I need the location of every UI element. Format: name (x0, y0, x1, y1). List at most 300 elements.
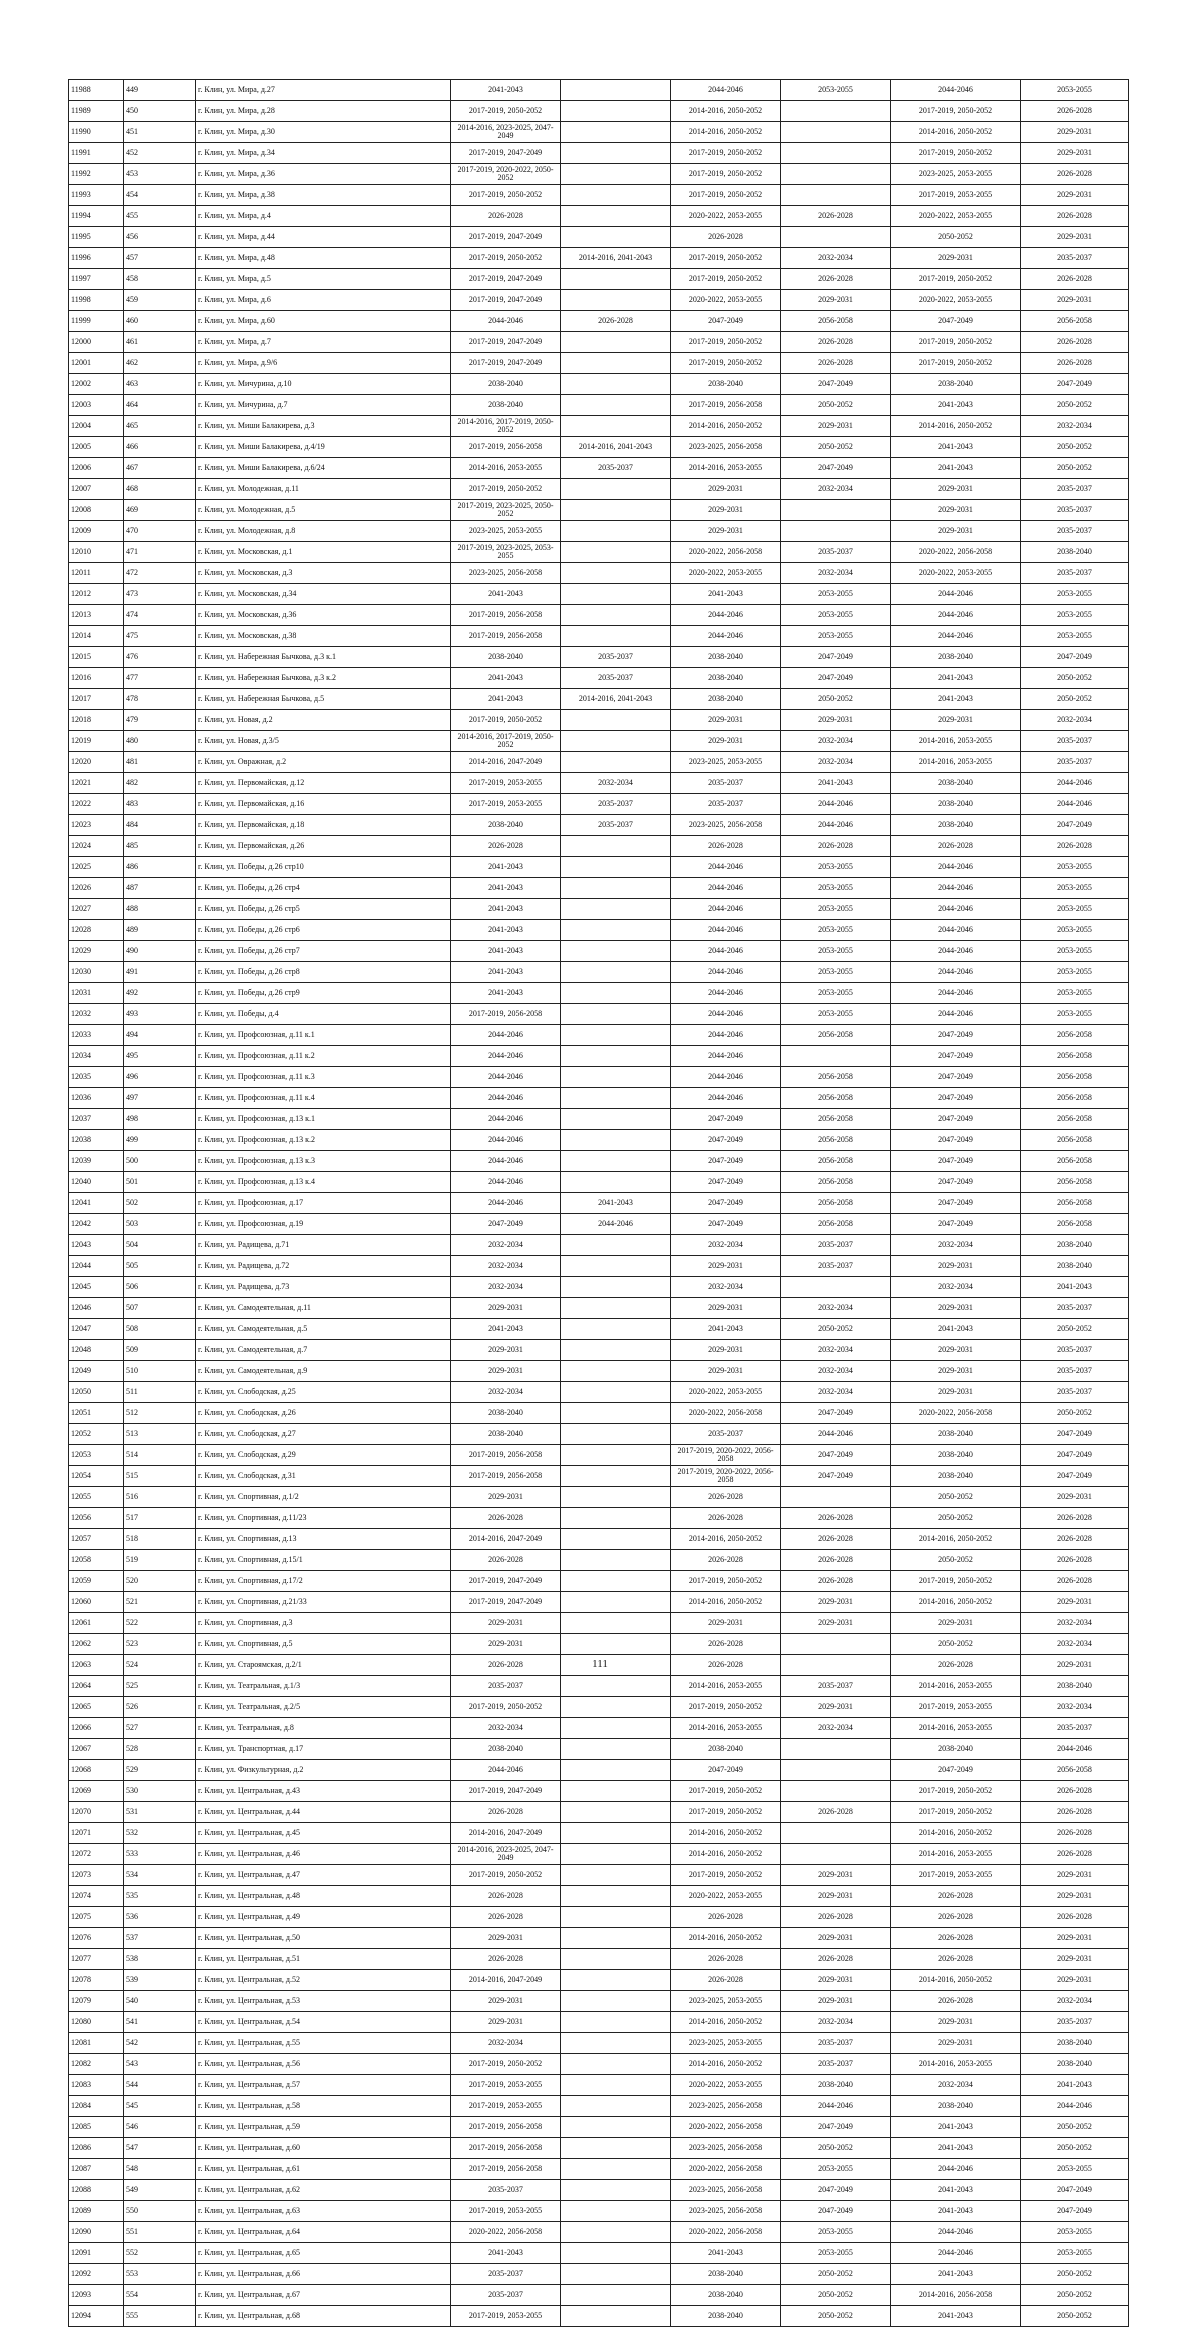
row-number: 12024 (69, 836, 124, 857)
address-cell: г. Клин, ул. Театральная, д.1/3 (196, 1676, 451, 1697)
table-row (69, 332, 1129, 353)
address-cell: г. Клин, ул. Центральная, д.54 (196, 2012, 451, 2033)
row-number: 12063 (69, 1655, 124, 1676)
period-d-cell: 2056-2058 (781, 1151, 891, 1172)
row-number: 12013 (69, 605, 124, 626)
period-e-cell: 2014-2016, 2056-2058 (891, 2285, 1021, 2306)
period-b-cell (561, 1445, 671, 1466)
row-number: 12008 (69, 500, 124, 521)
period-c-cell: 2047-2049 (671, 1151, 781, 1172)
address-cell: г. Клин, ул. Мира, д.27 (196, 80, 451, 101)
table-row (69, 2096, 1129, 2117)
row-number: 12025 (69, 857, 124, 878)
period-f-cell: 2032-2034 (1021, 1991, 1129, 2012)
row-number: 11991 (69, 143, 124, 164)
address-cell: г. Клин, ул. Спортивная, д.21/33 (196, 1592, 451, 1613)
period-a-cell: 2017-2019, 2047-2049 (451, 1571, 561, 1592)
period-c-cell: 2044-2046 (671, 899, 781, 920)
address-cell: г. Клин, ул. Театральная, д.2/5 (196, 1697, 451, 1718)
period-d-cell: 2050-2052 (781, 1319, 891, 1340)
row-number: 12028 (69, 920, 124, 941)
item-number: 517 (124, 1508, 196, 1529)
period-e-cell: 2017-2019, 2053-2055 (891, 1865, 1021, 1886)
row-number: 12052 (69, 1424, 124, 1445)
row-number: 11994 (69, 206, 124, 227)
period-d-cell: 2056-2058 (781, 1193, 891, 1214)
table-row (69, 1697, 1129, 1718)
period-a-cell: 2017-2019, 2047-2049 (451, 269, 561, 290)
period-e-cell: 2047-2049 (891, 1172, 1021, 1193)
item-number: 491 (124, 962, 196, 983)
period-c-cell: 2029-2031 (671, 1361, 781, 1382)
period-d-cell: 2050-2052 (781, 437, 891, 458)
period-f-cell: 2035-2037 (1021, 500, 1129, 521)
period-c-cell: 2017-2019, 2050-2052 (671, 164, 781, 185)
period-a-cell: 2017-2019, 2050-2052 (451, 248, 561, 269)
period-e-cell: 2044-2046 (891, 626, 1021, 647)
period-f-cell: 2026-2028 (1021, 353, 1129, 374)
address-cell: г. Клин, ул. Набережная Бычкова, д.3 к.2 (196, 668, 451, 689)
period-b-cell (561, 1487, 671, 1508)
period-d-cell: 2047-2049 (781, 1445, 891, 1466)
period-c-cell: 2047-2049 (671, 311, 781, 332)
item-number: 529 (124, 1760, 196, 1781)
period-d-cell (781, 1781, 891, 1802)
item-number: 503 (124, 1214, 196, 1235)
period-c-cell: 2020-2022, 2053-2055 (671, 1886, 781, 1907)
address-cell: г. Клин, ул. Овражная, д.2 (196, 752, 451, 773)
period-b-cell (561, 542, 671, 563)
schedule-table-body (69, 80, 1129, 2327)
table-row (69, 2306, 1129, 2327)
period-d-cell: 2026-2028 (781, 332, 891, 353)
table-row (69, 605, 1129, 626)
item-number: 547 (124, 2138, 196, 2159)
period-c-cell: 2044-2046 (671, 1004, 781, 1025)
row-number: 12011 (69, 563, 124, 584)
period-c-cell: 2041-2043 (671, 584, 781, 605)
table-row (69, 1949, 1129, 1970)
table-row (69, 563, 1129, 584)
period-f-cell: 2035-2037 (1021, 521, 1129, 542)
period-f-cell: 2047-2049 (1021, 1466, 1129, 1487)
row-number: 12081 (69, 2033, 124, 2054)
period-a-cell: 2044-2046 (451, 1067, 561, 1088)
table-row (69, 164, 1129, 185)
period-e-cell: 2044-2046 (891, 584, 1021, 605)
row-number: 12090 (69, 2222, 124, 2243)
period-a-cell: 2017-2019, 2056-2058 (451, 1466, 561, 1487)
table-row (69, 710, 1129, 731)
table-row (69, 2159, 1129, 2180)
row-number: 12042 (69, 1214, 124, 1235)
period-d-cell: 2047-2049 (781, 1466, 891, 1487)
period-b-cell (561, 563, 671, 584)
period-b-cell (561, 2285, 671, 2306)
period-e-cell: 2020-2022, 2053-2055 (891, 206, 1021, 227)
period-e-cell: 2014-2016, 2050-2052 (891, 1592, 1021, 1613)
period-c-cell: 2044-2046 (671, 605, 781, 626)
period-f-cell: 2026-2028 (1021, 1844, 1129, 1865)
item-number: 483 (124, 794, 196, 815)
table-row (69, 1424, 1129, 1445)
item-number: 489 (124, 920, 196, 941)
period-a-cell: 2014-2016, 2017-2019, 2050-2052 (451, 416, 561, 437)
period-a-cell: 2044-2046 (451, 1046, 561, 1067)
period-d-cell (781, 1277, 891, 1298)
period-b-cell (561, 1046, 671, 1067)
period-e-cell: 2029-2031 (891, 1298, 1021, 1319)
period-f-cell: 2050-2052 (1021, 458, 1129, 479)
table-row (69, 1256, 1129, 1277)
period-b-cell (561, 1802, 671, 1823)
period-a-cell: 2017-2019, 2050-2052 (451, 710, 561, 731)
row-number: 12071 (69, 1823, 124, 1844)
period-b-cell (561, 1613, 671, 1634)
period-e-cell: 2026-2028 (891, 1907, 1021, 1928)
row-number: 12065 (69, 1697, 124, 1718)
table-row (69, 1760, 1129, 1781)
period-a-cell: 2041-2043 (451, 668, 561, 689)
period-d-cell: 2026-2028 (781, 206, 891, 227)
period-e-cell: 2038-2040 (891, 1445, 1021, 1466)
row-number: 12036 (69, 1088, 124, 1109)
period-b-cell (561, 479, 671, 500)
address-cell: г. Клин, ул. Победы, д.26 стр8 (196, 962, 451, 983)
period-b-cell (561, 1592, 671, 1613)
item-number: 522 (124, 1613, 196, 1634)
row-number: 12062 (69, 1634, 124, 1655)
period-f-cell: 2053-2055 (1021, 2243, 1129, 2264)
period-c-cell: 2044-2046 (671, 857, 781, 878)
period-f-cell: 2026-2028 (1021, 836, 1129, 857)
period-a-cell: 2041-2043 (451, 689, 561, 710)
period-d-cell: 2047-2049 (781, 2201, 891, 2222)
period-d-cell: 2032-2034 (781, 1382, 891, 1403)
period-d-cell (781, 101, 891, 122)
period-c-cell: 2038-2040 (671, 2264, 781, 2285)
address-cell: г. Клин, ул. Первомайская, д.12 (196, 773, 451, 794)
period-f-cell: 2056-2058 (1021, 1151, 1129, 1172)
period-c-cell: 2017-2019, 2050-2052 (671, 1571, 781, 1592)
period-a-cell: 2041-2043 (451, 878, 561, 899)
period-a-cell: 2038-2040 (451, 815, 561, 836)
period-f-cell: 2032-2034 (1021, 710, 1129, 731)
period-a-cell: 2035-2037 (451, 2180, 561, 2201)
address-cell: г. Клин, ул. Центральная, д.63 (196, 2201, 451, 2222)
period-a-cell: 2014-2016, 2047-2049 (451, 752, 561, 773)
table-row (69, 1067, 1129, 1088)
period-a-cell: 2038-2040 (451, 1424, 561, 1445)
period-b-cell (561, 878, 671, 899)
item-number: 546 (124, 2117, 196, 2138)
period-e-cell: 2020-2022, 2053-2055 (891, 290, 1021, 311)
address-cell: г. Клин, ул. Центральная, д.67 (196, 2285, 451, 2306)
item-number: 543 (124, 2054, 196, 2075)
item-number: 512 (124, 1403, 196, 1424)
period-a-cell: 2017-2019, 2047-2049 (451, 1781, 561, 1802)
period-a-cell: 2017-2019, 2053-2055 (451, 2306, 561, 2327)
item-number: 524 (124, 1655, 196, 1676)
row-number: 12032 (69, 1004, 124, 1025)
period-b-cell (561, 605, 671, 626)
period-a-cell: 2026-2028 (451, 1508, 561, 1529)
period-e-cell: 2017-2019, 2053-2055 (891, 1697, 1021, 1718)
table-row (69, 1109, 1129, 1130)
period-c-cell: 2020-2022, 2056-2058 (671, 2117, 781, 2138)
item-number: 492 (124, 983, 196, 1004)
period-d-cell: 2032-2034 (781, 1298, 891, 1319)
item-number: 470 (124, 521, 196, 542)
period-e-cell: 2026-2028 (891, 1991, 1021, 2012)
period-d-cell: 2047-2049 (781, 647, 891, 668)
address-cell: г. Клин, ул. Спортивная, д.3 (196, 1613, 451, 1634)
table-row (69, 983, 1129, 1004)
item-number: 484 (124, 815, 196, 836)
period-b-cell (561, 185, 671, 206)
period-b-cell (561, 2054, 671, 2075)
period-a-cell: 2047-2049 (451, 1214, 561, 1235)
table-row (69, 290, 1129, 311)
period-e-cell: 2041-2043 (891, 458, 1021, 479)
period-a-cell: 2017-2019, 2056-2058 (451, 437, 561, 458)
item-number: 465 (124, 416, 196, 437)
period-f-cell: 2056-2058 (1021, 1760, 1129, 1781)
period-e-cell: 2014-2016, 2053-2055 (891, 731, 1021, 752)
period-d-cell (781, 1760, 891, 1781)
period-a-cell: 2041-2043 (451, 941, 561, 962)
address-cell: г. Клин, ул. Центральная, д.64 (196, 2222, 451, 2243)
period-b-cell (561, 2138, 671, 2159)
period-b-cell (561, 2243, 671, 2264)
period-f-cell: 2053-2055 (1021, 941, 1129, 962)
period-b-cell: 2035-2037 (561, 794, 671, 815)
period-c-cell: 2023-2025, 2053-2055 (671, 1991, 781, 2012)
period-d-cell: 2053-2055 (781, 983, 891, 1004)
period-e-cell: 2029-2031 (891, 2012, 1021, 2033)
item-number: 537 (124, 1928, 196, 1949)
period-b-cell (561, 1970, 671, 1991)
item-number: 474 (124, 605, 196, 626)
period-e-cell: 2029-2031 (891, 1256, 1021, 1277)
row-number: 12002 (69, 374, 124, 395)
period-b-cell (561, 2075, 671, 2096)
period-b-cell (561, 521, 671, 542)
address-cell: г. Клин, ул. Радищева, д.73 (196, 1277, 451, 1298)
period-f-cell: 2056-2058 (1021, 1088, 1129, 1109)
address-cell: г. Клин, ул. Спортивная, д.11/23 (196, 1508, 451, 1529)
period-f-cell: 2053-2055 (1021, 983, 1129, 1004)
item-number: 458 (124, 269, 196, 290)
period-a-cell: 2038-2040 (451, 374, 561, 395)
item-number: 514 (124, 1445, 196, 1466)
row-number: 12027 (69, 899, 124, 920)
table-row (69, 1298, 1129, 1319)
period-f-cell: 2050-2052 (1021, 2306, 1129, 2327)
item-number: 545 (124, 2096, 196, 2117)
period-a-cell: 2017-2019, 2056-2058 (451, 626, 561, 647)
period-d-cell: 2029-2031 (781, 1886, 891, 1907)
period-d-cell: 2026-2028 (781, 836, 891, 857)
period-d-cell: 2038-2040 (781, 2075, 891, 2096)
period-b-cell (561, 1928, 671, 1949)
table-row (69, 1361, 1129, 1382)
item-number: 467 (124, 458, 196, 479)
period-e-cell: 2041-2043 (891, 2201, 1021, 2222)
row-number: 12069 (69, 1781, 124, 1802)
period-e-cell: 2017-2019, 2050-2052 (891, 1802, 1021, 1823)
page-number: 111 (592, 1658, 608, 1670)
table-row (69, 2180, 1129, 2201)
period-e-cell: 2014-2016, 2053-2055 (891, 1676, 1021, 1697)
period-e-cell: 2017-2019, 2050-2052 (891, 332, 1021, 353)
period-f-cell: 2050-2052 (1021, 2138, 1129, 2159)
period-d-cell (781, 500, 891, 521)
table-row (69, 899, 1129, 920)
table-row (69, 2201, 1129, 2222)
period-a-cell: 2044-2046 (451, 1109, 561, 1130)
period-f-cell: 2026-2028 (1021, 1571, 1129, 1592)
address-cell: г. Клин, ул. Мира, д.30 (196, 122, 451, 143)
period-c-cell: 2017-2019, 2020-2022, 2056-2058 (671, 1445, 781, 1466)
period-c-cell: 2020-2022, 2053-2055 (671, 2075, 781, 2096)
period-f-cell: 2047-2049 (1021, 374, 1129, 395)
period-f-cell: 2047-2049 (1021, 647, 1129, 668)
period-f-cell: 2035-2037 (1021, 731, 1129, 752)
table-row (69, 1151, 1129, 1172)
period-a-cell: 2014-2016, 2023-2025, 2047-2049 (451, 1844, 561, 1865)
period-f-cell: 2038-2040 (1021, 2033, 1129, 2054)
address-cell: г. Клин, ул. Профсоюзная, д.11 к.3 (196, 1067, 451, 1088)
table-row (69, 2117, 1129, 2138)
row-number: 12067 (69, 1739, 124, 1760)
period-b-cell (561, 1781, 671, 1802)
item-number: 510 (124, 1361, 196, 1382)
item-number: 549 (124, 2180, 196, 2201)
period-b-cell (561, 626, 671, 647)
period-b-cell (561, 353, 671, 374)
row-number: 11988 (69, 80, 124, 101)
period-d-cell (781, 1487, 891, 1508)
period-f-cell: 2029-2031 (1021, 1487, 1129, 1508)
period-c-cell: 2038-2040 (671, 2285, 781, 2306)
table-row (69, 1844, 1129, 1865)
period-e-cell: 2044-2046 (891, 80, 1021, 101)
table-row (69, 185, 1129, 206)
period-c-cell: 2020-2022, 2056-2058 (671, 1403, 781, 1424)
address-cell: г. Клин, ул. Центральная, д.57 (196, 2075, 451, 2096)
period-e-cell: 2032-2034 (891, 2075, 1021, 2096)
period-d-cell: 2035-2037 (781, 1256, 891, 1277)
address-cell: г. Клин, ул. Победы, д.26 стр10 (196, 857, 451, 878)
row-number: 12088 (69, 2180, 124, 2201)
period-f-cell: 2038-2040 (1021, 1676, 1129, 1697)
period-c-cell: 2026-2028 (671, 227, 781, 248)
period-c-cell: 2026-2028 (671, 1634, 781, 1655)
period-d-cell: 2029-2031 (781, 1697, 891, 1718)
period-a-cell: 2029-2031 (451, 1928, 561, 1949)
period-d-cell: 2026-2028 (781, 353, 891, 374)
period-d-cell: 2044-2046 (781, 815, 891, 836)
period-c-cell: 2044-2046 (671, 1046, 781, 1067)
row-number: 12040 (69, 1172, 124, 1193)
row-number: 12058 (69, 1550, 124, 1571)
period-f-cell: 2050-2052 (1021, 2117, 1129, 2138)
period-c-cell: 2023-2025, 2056-2058 (671, 2201, 781, 2222)
period-c-cell: 2014-2016, 2053-2055 (671, 1718, 781, 1739)
period-a-cell: 2026-2028 (451, 1802, 561, 1823)
period-a-cell: 2032-2034 (451, 1256, 561, 1277)
table-row (69, 1382, 1129, 1403)
row-number: 12051 (69, 1403, 124, 1424)
period-f-cell: 2050-2052 (1021, 668, 1129, 689)
period-e-cell: 2029-2031 (891, 1361, 1021, 1382)
period-a-cell: 2041-2043 (451, 857, 561, 878)
row-number: 12070 (69, 1802, 124, 1823)
period-d-cell (781, 1739, 891, 1760)
item-number: 504 (124, 1235, 196, 1256)
period-e-cell: 2029-2031 (891, 521, 1021, 542)
period-b-cell (561, 1865, 671, 1886)
period-e-cell: 2020-2022, 2053-2055 (891, 563, 1021, 584)
item-number: 509 (124, 1340, 196, 1361)
period-f-cell: 2038-2040 (1021, 2054, 1129, 2075)
period-f-cell: 2032-2034 (1021, 1634, 1129, 1655)
period-b-cell (561, 962, 671, 983)
address-cell: г. Клин, ул. Мира, д.4 (196, 206, 451, 227)
period-e-cell: 2017-2019, 2050-2052 (891, 143, 1021, 164)
address-cell: г. Клин, ул. Центральная, д.47 (196, 1865, 451, 1886)
period-f-cell: 2044-2046 (1021, 794, 1129, 815)
period-f-cell: 2029-2031 (1021, 290, 1129, 311)
period-c-cell: 2017-2019, 2050-2052 (671, 332, 781, 353)
period-d-cell: 2047-2049 (781, 458, 891, 479)
table-row (69, 752, 1129, 773)
period-a-cell: 2014-2016, 2047-2049 (451, 1529, 561, 1550)
address-cell: г. Клин, ул. Московская, д.3 (196, 563, 451, 584)
table-row (69, 647, 1129, 668)
period-e-cell: 2041-2043 (891, 1319, 1021, 1340)
period-b-cell (561, 920, 671, 941)
period-f-cell: 2026-2028 (1021, 206, 1129, 227)
period-e-cell: 2026-2028 (891, 1655, 1021, 1676)
item-number: 478 (124, 689, 196, 710)
period-a-cell: 2044-2046 (451, 1130, 561, 1151)
period-f-cell: 2053-2055 (1021, 2159, 1129, 2180)
period-f-cell: 2041-2043 (1021, 1277, 1129, 1298)
period-e-cell: 2041-2043 (891, 689, 1021, 710)
period-b-cell (561, 2201, 671, 2222)
period-b-cell (561, 1634, 671, 1655)
period-b-cell (561, 752, 671, 773)
period-c-cell: 2023-2025, 2056-2058 (671, 2138, 781, 2159)
period-b-cell (561, 2222, 671, 2243)
period-d-cell: 2029-2031 (781, 1592, 891, 1613)
period-f-cell: 2053-2055 (1021, 899, 1129, 920)
address-cell: г. Клин, ул. Новая, д.2 (196, 710, 451, 731)
address-cell: г. Клин, ул. Слободская, д.31 (196, 1466, 451, 1487)
item-number: 542 (124, 2033, 196, 2054)
row-number: 11993 (69, 185, 124, 206)
period-f-cell: 2047-2049 (1021, 1445, 1129, 1466)
period-c-cell: 2044-2046 (671, 626, 781, 647)
address-cell: г. Клин, ул. Профсоюзная, д.11 к.2 (196, 1046, 451, 1067)
period-c-cell: 2047-2049 (671, 1109, 781, 1130)
period-b-cell (561, 1844, 671, 1865)
table-row (69, 1340, 1129, 1361)
period-e-cell: 2047-2049 (891, 1025, 1021, 1046)
period-f-cell: 2026-2028 (1021, 1823, 1129, 1844)
